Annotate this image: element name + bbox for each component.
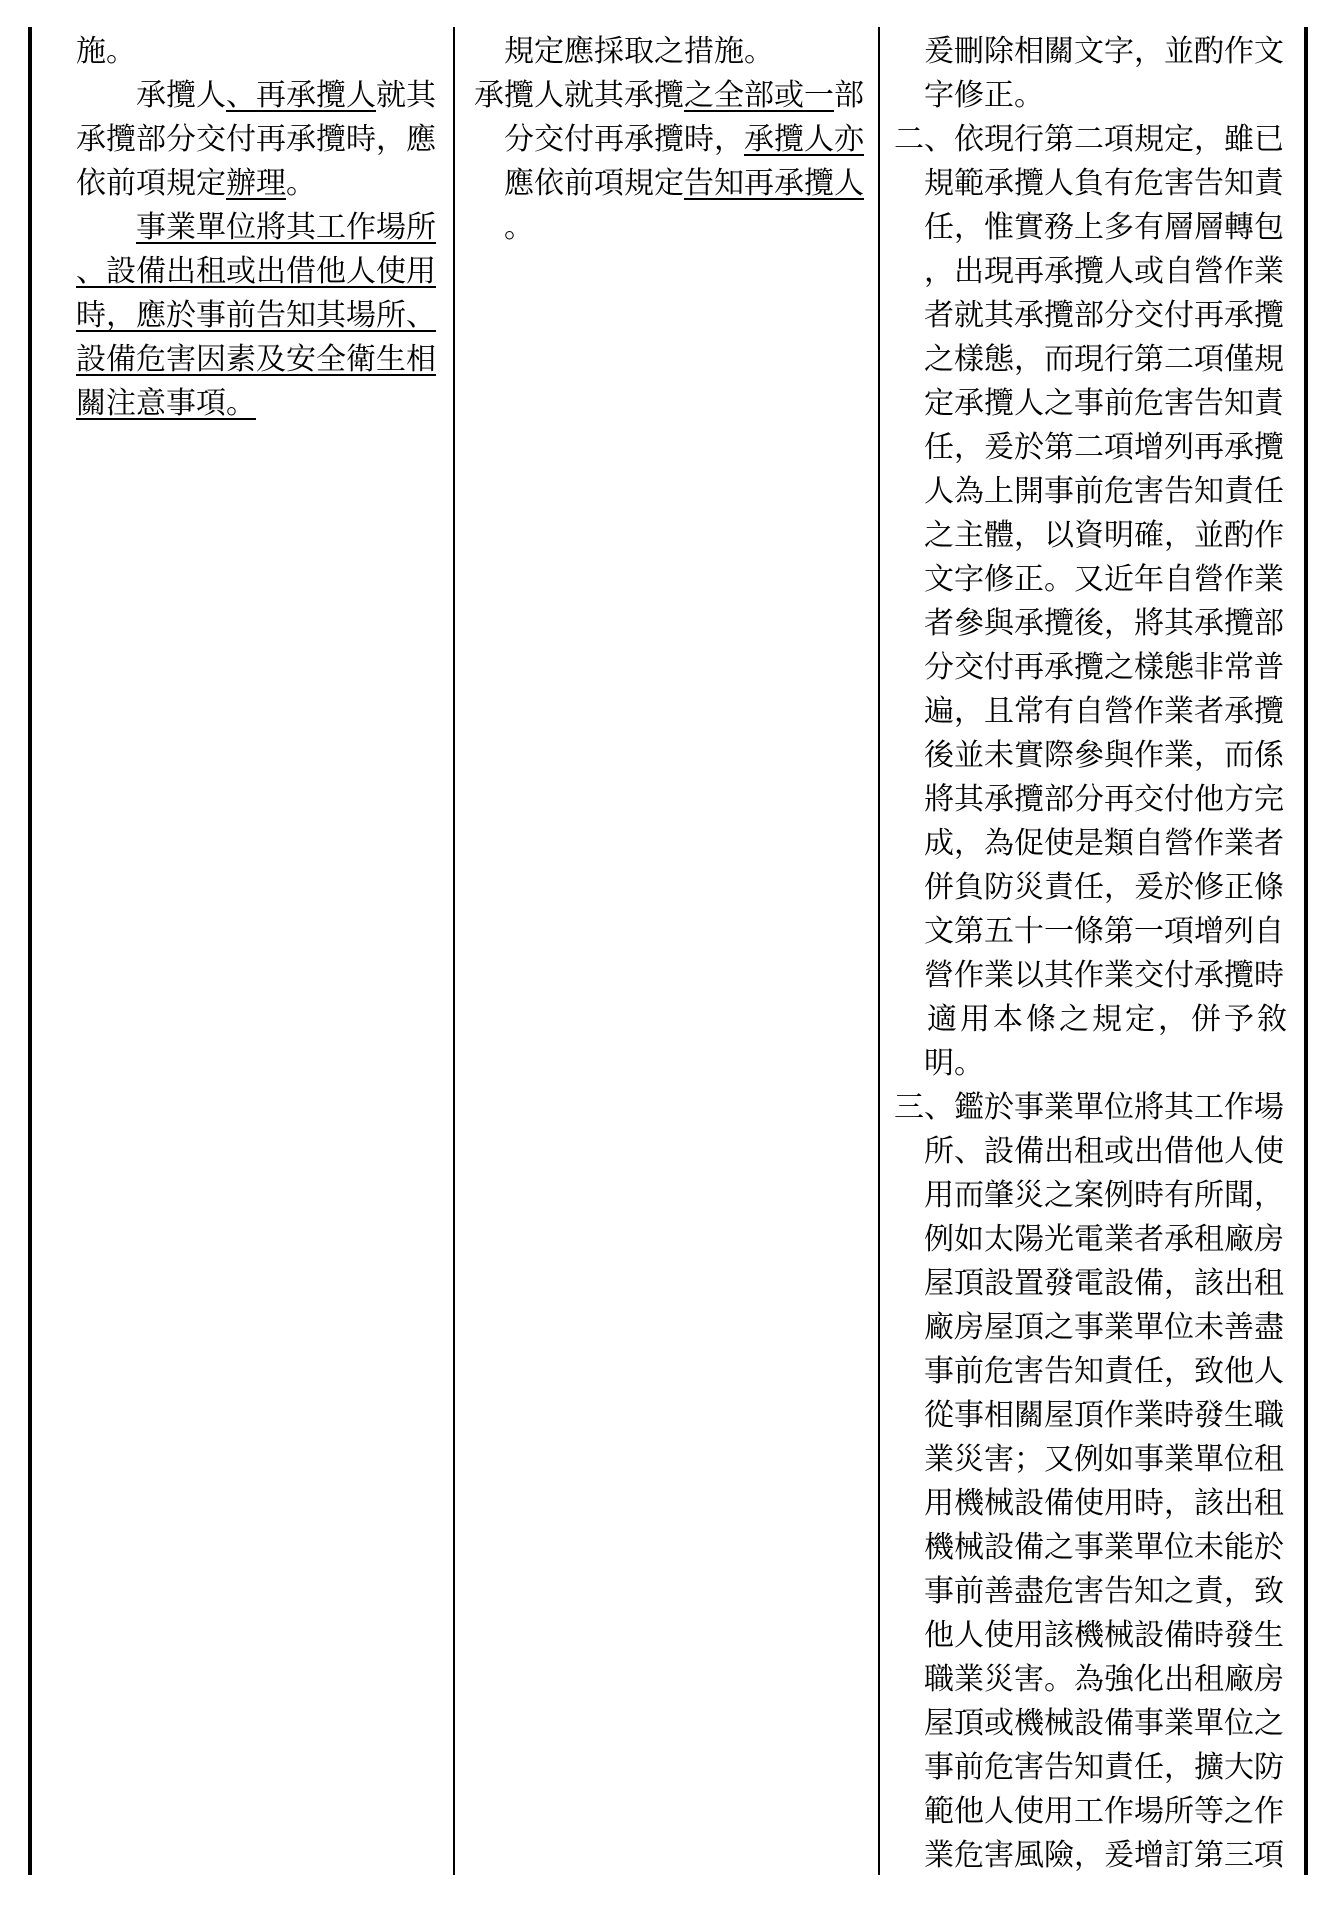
text-line: 承攬人就其承攬之全部或一部: [474, 78, 864, 113]
left-border: [28, 27, 32, 1875]
text-line: 承攬人、再承攬人就其: [76, 78, 436, 113]
text-line: 之樣態，而現行第二項僅規: [894, 342, 1284, 377]
text-line: 所、設備出租或出借他人使: [894, 1134, 1284, 1169]
text-line: [76, 294, 438, 338]
current-text-column: [474, 30, 866, 250]
underlined-text: 之全部或一: [684, 78, 834, 113]
text-line: 應依前項規定告知再承攬人: [474, 166, 864, 201]
text-line: [76, 338, 438, 382]
underlined-text: 承攬人亦: [744, 122, 864, 157]
text-line: 規定應採取之措施。: [474, 34, 774, 69]
text-line: 機械設備之事業單位未能於: [894, 1530, 1284, 1565]
text-line: 用機械設備使用時，該出租: [894, 1486, 1284, 1521]
text-line: 爰刪除相關文字，並酌作文: [894, 34, 1284, 69]
text-line: [76, 206, 438, 250]
text-line: 從事相關屋頂作業時發生職: [894, 1398, 1284, 1433]
text-line: 併負防災責任，爰於修正條: [894, 870, 1284, 905]
underlined-insertion: 關注意事項。: [76, 386, 256, 421]
text-line: 用而肇災之案例時有所聞，: [894, 1178, 1284, 1213]
right-border: [1304, 27, 1308, 1875]
text-line: 分交付再承攬時，承攬人亦: [474, 122, 864, 157]
underlined-insertion: 、設備出租或出借他人使用: [76, 254, 436, 289]
text-line: 者參與承攬後，將其承攬部: [894, 606, 1284, 641]
text-line: 依前項規定辦理。: [76, 166, 316, 201]
text-line: 事前危害告知責任，擴大防: [894, 1750, 1284, 1785]
text-line: [76, 382, 438, 426]
text-line: 業危害風險，爰增訂第三項: [894, 1838, 1284, 1873]
column-divider-1: [453, 27, 455, 1875]
text-line: 字修正。: [894, 78, 1044, 113]
text-line: 任，爰於第二項增列再承攬: [894, 430, 1284, 465]
text-line: 廠房屋頂之事業單位未善盡: [894, 1310, 1284, 1345]
text-line: 職業災害。為強化出租廠房: [894, 1662, 1284, 1697]
amended-text-column: [76, 30, 438, 426]
text-line: 人為上開事前危害告知責任: [894, 474, 1284, 509]
text-line: 遍，且常有自營作業者承攬: [894, 694, 1284, 729]
text-line: 將其承攬部分再交付他方完: [894, 782, 1284, 817]
text-line: 事前危害告知責任，致他人: [894, 1354, 1284, 1389]
underlined-insertion: 辦理: [226, 166, 286, 201]
text-line: 二、依現行第二項規定，雖已: [894, 122, 1284, 157]
text-line: 三、鑑於事業單位將其工作場: [894, 1090, 1284, 1125]
text-line: 任，惟實務上多有層層轉包: [894, 210, 1284, 245]
text-line: 屋頂設置發電設備，該出租: [894, 1266, 1284, 1301]
text-line: 者就其承攬部分交付再承攬: [894, 298, 1284, 333]
text-line: 定承攬人之事前危害告知責: [894, 386, 1284, 421]
text-line: 承攬部分交付再承攬時，應: [76, 122, 436, 157]
text-line: 明。: [894, 1046, 984, 1081]
text-line: 文字修正。又近年自營作業: [894, 562, 1284, 597]
text-line: 他人使用該機械設備時發生: [894, 1618, 1284, 1653]
text-line: 範他人使用工作場所等之作: [894, 1794, 1284, 1829]
column-divider-2: [878, 27, 880, 1875]
text-line: 屋頂或機械設備事業單位之: [894, 1706, 1284, 1741]
underlined-insertion: 、再承攬人: [226, 78, 376, 113]
text-line: 營作業以其作業交付承攬時: [894, 958, 1284, 993]
text-line: 之主體，以資明確，並酌作: [894, 518, 1284, 553]
text-line: [76, 250, 438, 294]
text-line: 。: [474, 210, 534, 245]
text-line: 例如太陽光電業者承租廠房: [894, 1222, 1284, 1257]
underlined-insertion: 時，應於事前告知其場所、: [76, 298, 436, 333]
text-line: 文第五十一條第一項增列自: [894, 914, 1284, 949]
text-line: ，出現再承攬人或自營作業: [894, 254, 1284, 289]
text-line: 事前善盡危害告知之責，致: [894, 1574, 1284, 1609]
text-line: 後並未實際參與作業，而係: [894, 738, 1284, 773]
underlined-insertion: 設備危害因素及安全衛生相: [76, 342, 436, 377]
text-line: 施。: [76, 34, 136, 69]
explanation-column: [894, 30, 1290, 1878]
text-line: 規範承攬人負有危害告知責: [894, 166, 1284, 201]
text-line: 適用本條之規定，併予敘: [894, 1002, 1290, 1037]
underlined-insertion: 事業單位將其工作場所: [136, 210, 436, 245]
text-line: 業災害；又例如事業單位租: [894, 1442, 1284, 1477]
text-line: 分交付再承攬之樣態非常普: [894, 650, 1284, 685]
text-line: 成，為促使是類自營作業者: [894, 826, 1284, 861]
underlined-text: 告知再承攬人: [684, 166, 864, 201]
